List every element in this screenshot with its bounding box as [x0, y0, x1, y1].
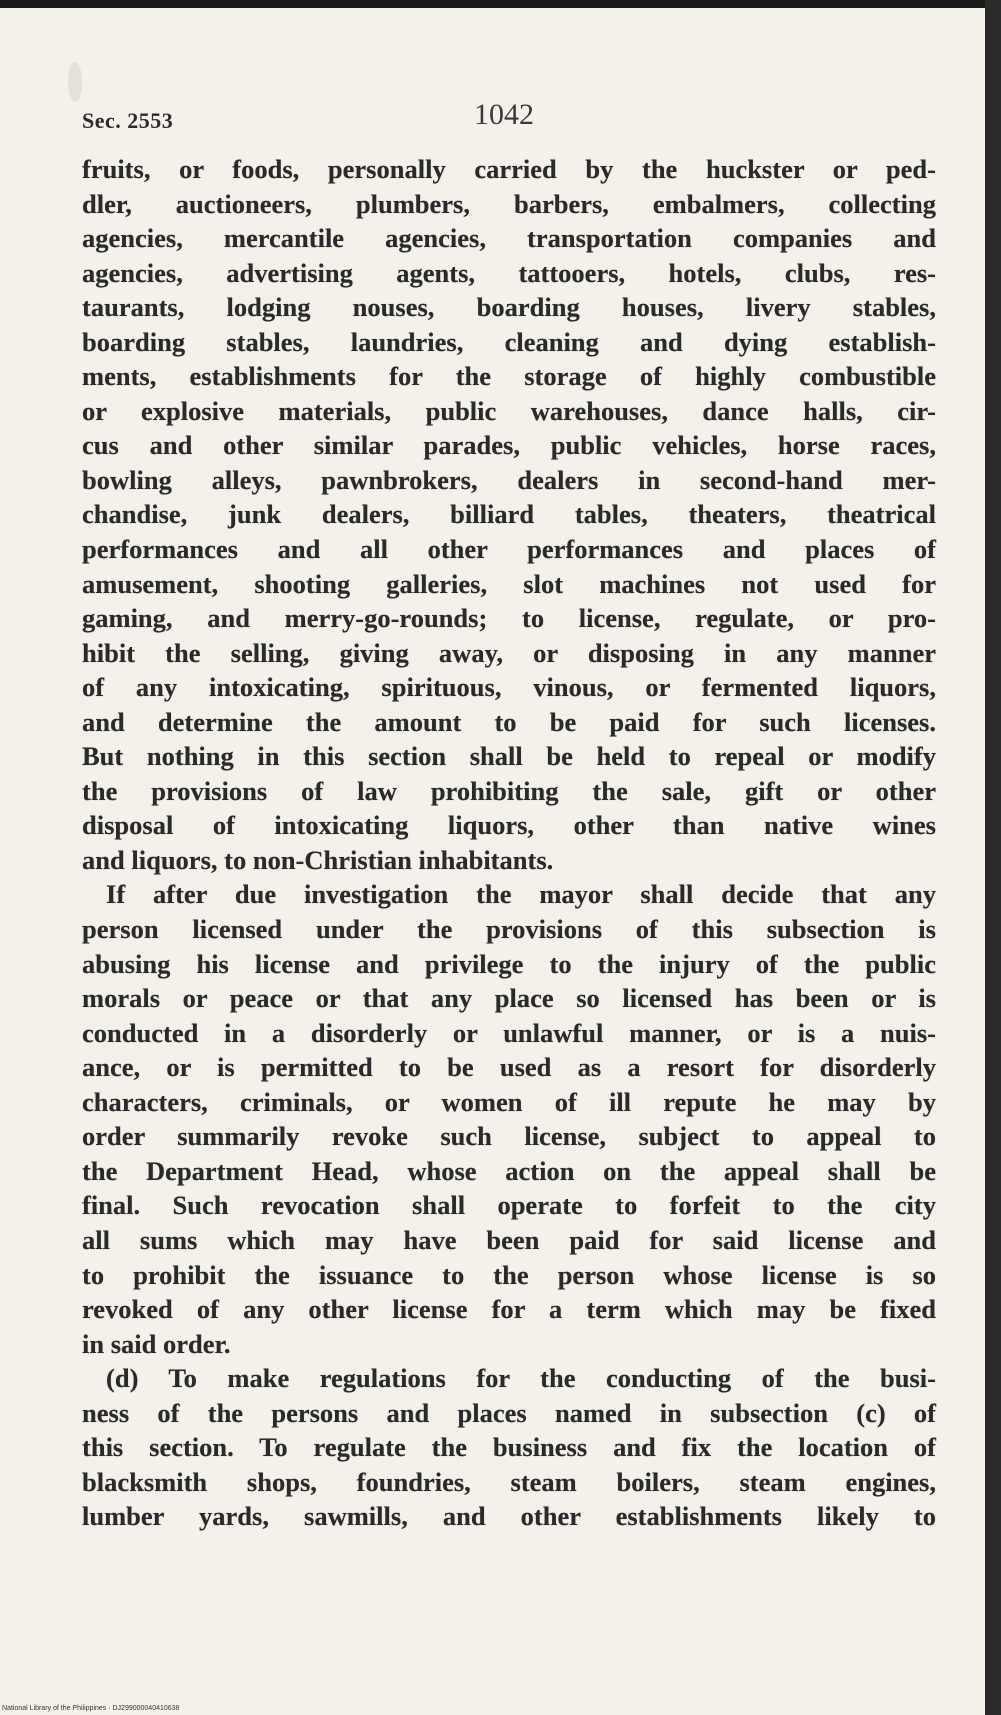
text-line: lumber yards, sawmills, and other establishments likely to: [82, 1501, 936, 1532]
text-line: ness of the persons and places named in subsection (c) of: [82, 1397, 936, 1428]
text-line: agencies, mercantile agencies, transportation companies and: [82, 223, 936, 254]
text-line: person licensed under the provisions of this subsection is: [82, 914, 936, 945]
scan-top-border: [0, 0, 1001, 8]
paragraph-start-line: If after due investigation the mayor shall decide that any: [106, 879, 936, 910]
text-line: dler, auctioneers, plumbers, barbers, embalmers, collecting: [82, 188, 936, 219]
text-line: bowling alleys, pawnbrokers, dealers in second-hand mer-: [82, 464, 936, 495]
paper-smudge: [68, 62, 82, 102]
text-line: cus and other similar parades, public vehicles, horse races,: [82, 430, 936, 461]
text-line: final. Such revocation shall operate to forfeit to the city: [82, 1190, 936, 1221]
text-line: order summarily revoke such license, subject to appeal to: [82, 1121, 936, 1152]
text-line: morals or peace or that any place so licensed has been or is: [82, 983, 936, 1014]
text-line: ments, establishments for the storage of highly combustible: [82, 361, 936, 392]
page-header: [82, 98, 932, 138]
text-line: But nothing in this section shall be held to repeal or modify: [82, 741, 936, 772]
section-label: Sec. 2553: [82, 108, 174, 133]
text-line: the provisions of law prohibiting the sale, gift or other: [82, 775, 936, 806]
text-line: blacksmith shops, foundries, steam boilers, steam engines,: [82, 1466, 936, 1497]
text-line: boarding stables, laundries, cleaning and dying establish-: [82, 326, 936, 357]
text-line: the Department Head, whose action on the appeal shall be: [82, 1155, 936, 1186]
text-line: performances and all other performances and places of: [82, 534, 936, 565]
text-line: or explosive materials, public warehouses, dance halls, cir-: [82, 395, 936, 426]
text-line: in said order.: [82, 1328, 231, 1359]
body-text: [82, 152, 936, 1534]
text-line: conducted in a disorderly or unlawful manner, or is a nuis-: [82, 1017, 936, 1048]
text-line: disposal of intoxicating liquors, other than native wines: [82, 810, 936, 841]
text-line: and liquors, to non-Christian inhabitants.: [82, 844, 554, 875]
text-line: taurants, lodging nouses, boarding houses, livery stables,: [82, 292, 936, 323]
text-line: amusement, shooting galleries, slot machines not used for: [82, 568, 936, 599]
text-line: and determine the amount to be paid for such licenses.: [82, 706, 936, 737]
paragraph-start-line: (d) To make regulations for the conducting of the busi-: [106, 1363, 936, 1394]
page-number: 1042: [474, 98, 534, 131]
text-line: agencies, advertising agents, tattooers, hotels, clubs, res-: [82, 257, 936, 288]
text-line: fruits, or foods, personally carried by the huckster or ped-: [82, 154, 936, 184]
text-line: ance, or is permitted to be used as a resort for disorderly: [82, 1052, 936, 1083]
text-line: characters, criminals, or women of ill repute he may by: [82, 1086, 936, 1117]
text-line: gaming, and merry-go-rounds; to license, regulate, or pro-: [82, 603, 936, 634]
text-line: this section. To regulate the business and fix the location of: [82, 1432, 936, 1463]
text-line: all sums which may have been paid for said license and: [82, 1224, 936, 1255]
text-line: hibit the selling, giving away, or disposing in any manner: [82, 637, 936, 668]
text-line: abusing his license and privilege to the injury of the public: [82, 948, 936, 979]
text-line: chandise, junk dealers, billiard tables, theaters, theatrical: [82, 499, 936, 530]
text-line: revoked of any other license for a term which may be fixed: [82, 1294, 936, 1325]
archive-footer-note: National Library of the Philippines · DJ299000040410638: [2, 1705, 180, 1712]
text-line: of any intoxicating, spirituous, vinous, or fermented liquors,: [82, 672, 936, 703]
scan-right-border: [985, 0, 1001, 1715]
text-line: to prohibit the issuance to the person whose license is so: [82, 1259, 936, 1290]
